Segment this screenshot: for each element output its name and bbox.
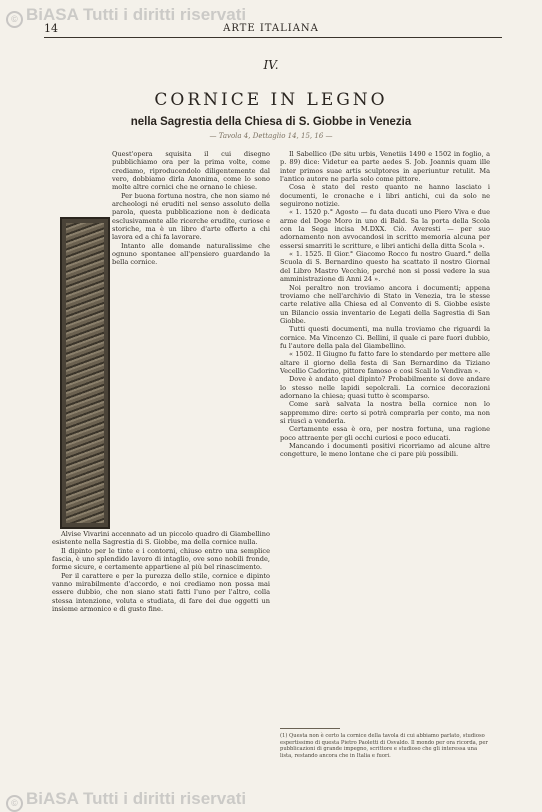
- footnote-rule: [280, 728, 340, 729]
- plate-reference: — Tavola 4, Dettaglio 14, 15, 16 —: [209, 132, 333, 140]
- right-paragraph: « 1. 1525. Il Gior.° Giacomo Rocco fu nostro Guard.° della Scuola di S. Bernardino questo ha scattato il nostro Giornal del Libro Mastro Vecchio, perché non si possi vedere la sua amministrazione di Anni 24 ».: [280, 250, 490, 284]
- right-paragraph: Noi peraltro non troviamo ancora i documenti; appena troviamo che nell'archivio di Stato in Venezia, tra le stesse carte relative alla Chiesa ed al Convento di S. Giobbe esiste un Bilancio ossia inventario de Legati della Sagrestia di San Giobbe.: [280, 283, 490, 325]
- page-number: 14: [44, 22, 58, 35]
- section-number: IV.: [263, 58, 279, 72]
- left-paragraph: Il dipinto per le tinte e i contorni, chiuso entro una semplice fascia, è uno splendido lavoro di intaglio, ove sono nobili fronde, forme sicure, e certamente appartiene al più bel rinascimento.: [52, 546, 270, 572]
- header-rule: [44, 37, 502, 38]
- article-title: CORNICE IN LEGNO: [154, 90, 388, 110]
- right-paragraph: Cosa è stato del resto quanto ne hanno lasciato i documenti, le cronache e i libri antichi, cui da solo ne seguirono notizie.: [280, 183, 490, 209]
- right-paragraph: Il Sabellico (De situ urbis, Venetiis 1490 e 1502 in foglio, a p. 89) dice: Videtur ea parte aedes S. Job. Joannis quam ille inter primos suae artis sculptores in aperiuntur retulit. Ma l'antico autore ne parla solo come pittore.: [280, 150, 490, 184]
- right-paragraph: « 1. 1520 p.° Agosto — fu data ducati uno Piero Viva e due arme del Doge Moro in uno di Bald. Sa la porta della Scola con la Sega incisa M.DXX. Ciò. Averesti — per suo adornamento non avvocandosi in scritto memoria alcuna per essersi smarriti le scritture, e libri antichi della ditta Scola ».: [280, 208, 490, 250]
- watermark-top: © BiASA Tutti i diritti riservati: [6, 5, 246, 28]
- copyright-icon: ©: [6, 11, 23, 28]
- left-column-lower: [52, 530, 270, 613]
- watermark-bottom: © BiASA Tutti i diritti riservati: [6, 789, 246, 812]
- copyright-icon: ©: [6, 795, 23, 812]
- left-paragraph: Per il carattere e per la purezza dello stile, cornice e dipinto vanno mirabilmente d'accordo, e noi crediamo non possa mai essere dubbio, che non siano stati fatti l'uno per l'altro, colla stessa intenzione, voluta e studiata, di fare dei due oggetti un insieme armonico e di gusto fine.: [52, 571, 270, 614]
- right-paragraph: Certamente essa è ora, per nostra fortuna, una ragione poco attraente per gli occhi curiosi e poco educati.: [280, 425, 490, 442]
- left-paragraph: Alvise Vivarini accennato ad un piccolo quadro di Giambellino esistente nella Sagrestia di S. Giobbe, ma della cornice nulla.: [52, 530, 270, 547]
- carved-frame-illustration: [60, 217, 110, 529]
- left-column: [112, 150, 270, 267]
- right-paragraph: Dove è andato quel dipinto? Probabilmente si dove andare lo stesso nelle lapidi sepolcrali. La cornice decorazioni adornano la chiesa; quasi tutto è scomparso.: [280, 375, 490, 400]
- left-paragraph: Per buona fortuna nostra, che non siamo né archeologi né eruditi nel senso assoluto della parola, questa pubblicazione non è dedicata esclusivamente alle ricerche erudite, curiose e storiche, ma è un libro d'arte offerto a chi lavora ed a chi fa lavorare.: [112, 191, 270, 242]
- right-paragraph: « 1502. Il Giugno fu fatto fare lo stendardo per mettere alle altare il giorno della festa di San Bernardino da Tiziano Vecellio Cadorino, pittore famoso e cosi Scali lo Vendivan ».: [280, 350, 490, 375]
- frame-carving-pattern: [66, 223, 104, 523]
- right-column: [280, 150, 490, 459]
- left-paragraph: Intanto alle domande naturalissime che ognuno spontanee all'pensiero guardando la bella cornice.: [112, 241, 270, 267]
- right-paragraph: Tutti questi documenti, ma nulla troviamo che riguardi la cornice. Ma Vincenzo Ci. Bellini, il quale ci pare fuori dubbio, fu l'autore della pala del Giambellino.: [280, 325, 490, 350]
- footnote: (1) Questa non è certo la cornice della tavola di cui abbiamo parlato, studioso espertissimo di questa Pietro Paoletti di Osvaldo. Il mondo per ora ricorda, per pubblicazioni di grande impegno, scrittore e studioso che gli interessa una lista, restando ancora che in Italia e fuori.: [280, 733, 488, 759]
- right-paragraph: Mancando i documenti positivi ricorriamo ad alcune altre congetture, le meno lontane che ci pare più possibili.: [280, 442, 490, 459]
- right-paragraph: Come sarà salvata la nostra bella cornice non lo sappremmo dire: certo si potrà comprarla per conto, ma non si riuscì a venderla.: [280, 400, 490, 425]
- running-title: ARTE ITALIANA: [223, 23, 319, 34]
- left-paragraph: Quest'opera squisita il cui disegno pubblichiamo ora per la prima volte, come crediamo, riproducendolo diligentemente dal vero, dobbiamo dirla Anonima, come lo sono molte altre cornici che ne ornano le chiese.: [112, 150, 270, 192]
- article-subtitle: nella Sagrestia della Chiesa di S. Giobbe in Venezia: [130, 116, 412, 128]
